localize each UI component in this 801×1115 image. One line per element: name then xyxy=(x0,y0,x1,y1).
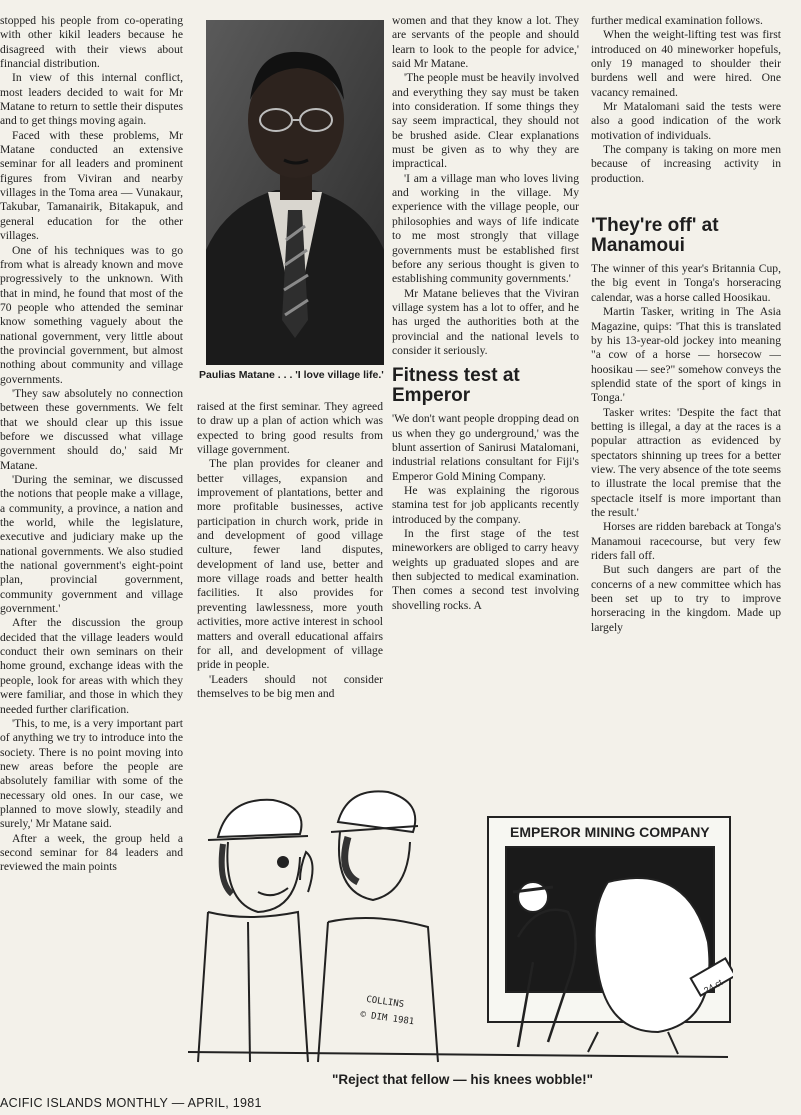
page-footer: ACIFIC ISLANDS MONTHLY — APRIL, 1981 xyxy=(0,1096,262,1110)
paragraph: In the first stage of the test mineworkers are obliged to carry heavy weights up graduated slopes and are then subjected to medical examination. Then comes a second test involving shovelling rocks. A xyxy=(392,527,579,612)
col3-bottom-text xyxy=(392,412,579,613)
paragraph: 'I am a village man who loves living and working in the village. My experience with the village people, our philosophies and ways of life indicate to me most strongly that village governments must be established first before any serious thought is given to establishing community governments.' xyxy=(392,171,579,286)
paragraph: Tasker writes: 'Despite the fact that betting is illegal, a day at the races is a popular attraction as evidenced by spectators shinning up trees for a better view. The very absence of the tote seems to illustrate the local premise that the spectacle itself is more important than the result.' xyxy=(591,405,781,519)
paragraph: Faced with these problems, Mr Matane conducted an extensive seminar for all leaders and prominent figures from Viviran and nearby villages in the Toma area — Vunakaur, Takubar, Tamanairik, Bitakapuk, and general education for the other villages. xyxy=(0,128,183,243)
col4-bottom-text xyxy=(591,262,781,635)
paragraph: 'We don't want people dropping dead on us when they go underground,' was the blunt assertion of Sanirusi Matalomani, industrial relations consultant for Fiji's Emperor Gold Mining Company. xyxy=(392,412,579,483)
paragraph: One of his techniques was to go from what is already known and move progressively to the unknown. With that in mind, he found that most of the 70 people who attended the seminar know something vaguely about the national government, very little about the provincial government, but almost nothing about community and village governments. xyxy=(0,243,183,386)
manamoui-heading: 'They're off' at Manamoui xyxy=(591,215,719,257)
paragraph: The company is taking on more men because of increasing activity in production. xyxy=(591,143,781,185)
article-column-4 xyxy=(591,14,781,759)
paragraph: Martin Tasker, writing in The Asia Magazine, quips: 'That this is translated by his 13-year-old jockey into meaning "a cow of a horse — horsecow — hoosikau — see?" somehow conveys the splendid state of the sport of kings in Tonga.' xyxy=(591,305,781,405)
paragraph: Mr Matane believes that the Viviran village system has a lot to offer, and he has urged the authorities both at the provincial and the national levels to consider it seriously. xyxy=(392,286,579,357)
paragraph: Mr Matalomani said the tests were also a good indication of the work motivation of individuals. xyxy=(591,100,781,142)
paragraph: 'This, to me, is a very important part of anything we try to introduce into the society. There is no point moving into new areas before the people are absolutely familiar with some of the necessary old ones. In our case, we planned to move slowly, steadily and surely,' Mr Matane said. xyxy=(0,716,183,831)
paragraph: raised at the first seminar. They agreed to draw up a plan of action which was expected to bring good results from village government. xyxy=(197,400,383,457)
paragraph: women and that they know a lot. They are servants of the people and should learn to look to the people for advice,' said Mr Matane. xyxy=(392,14,579,71)
cartoon-caption: "Reject that fellow — his knees wobble!" xyxy=(331,1072,594,1087)
paragraph: After a week, the group held a second seminar for 84 leaders and reviewed the main points xyxy=(0,831,183,874)
paragraph: When the weight-lifting test was first introduced on 40 mineworker hopefuls, only 19 managed to shoulder their burdens well and were hired. One vacancy remained. xyxy=(591,28,781,99)
paragraph: He was explaining the rigorous stamina test for job applicants recently introduced by the company. xyxy=(392,483,579,526)
paragraph: After the discussion the group decided that the village leaders would conduct their own seminars on their home ground, exchange ideas with the people, look for areas with which they were familiar, and those in which they needed further clarification. xyxy=(0,616,183,716)
paragraph: But such dangers are part of the concerns of a new committee which has been set up to try to improve horseracing in the kingdom. Made up largely xyxy=(591,563,781,634)
paragraph: In view of this internal conflict, most leaders decided to wait for Mr Matane to return to settle their disputes and to get things moving again. xyxy=(0,71,183,128)
portrait-photo xyxy=(206,20,384,365)
paragraph: 'The people must be heavily involved and everything they say must be taken into consideration. If some things they say seem impractical, they should not be brushed aside. Clear explanations must be given as to why they are impractical. xyxy=(392,71,579,171)
paragraph: 'They saw absolutely no connection between these governments. We felt that we should clear up this issue before we discussed what village government should do,' said Mr Matane. xyxy=(0,386,183,472)
portrait-illustration xyxy=(206,20,384,365)
paragraph: The plan provides for cleaner and better villages, expansion and improvement of plantations, better and more profitable businesses, active participation in church work, pride in and development of good village culture, fewer land disputes, development of land use, better and more village roads and better health facilities. It also provides for preventing lawlessness, more youth activities, more active interest in school matters and overall educational affairs for all, and development of village pride in people. xyxy=(197,457,383,672)
paragraph: further medical examination follows. xyxy=(591,14,763,27)
photo-caption: Paulias Matane . . . 'I love village life.' xyxy=(199,369,384,381)
article-column-3 xyxy=(392,14,579,759)
col4-top-text xyxy=(591,14,781,186)
paragraph: The winner of this year's Britannia Cup, the big event in Tonga's horseracing calendar, was a horse called Hoosikau. xyxy=(591,262,781,304)
fitness-test-heading: Fitness test at Emperor xyxy=(392,365,520,407)
cartoon-sign-text: EMPEROR MINING COMPANY xyxy=(510,824,710,840)
cartoon-signature-1: COLLINS xyxy=(365,994,405,1010)
cartoon-drawing xyxy=(188,762,733,1067)
article-column-2 xyxy=(197,400,383,755)
article-column-1 xyxy=(0,14,183,1074)
paragraph: stopped his people from co-operating with other kikil leaders because he disagreed with their views about financial distribution. xyxy=(0,14,183,71)
paragraph: 'Leaders should not consider themselves to be big men and xyxy=(197,672,383,700)
paragraph: Horses are ridden bareback at Tonga's Manamoui racecourse, but very few riders fall off. xyxy=(591,520,781,562)
paragraph: 'During the seminar, we discussed the notions that people make a village, a community, a province, a nation and the world, while the legislature, executive and judiciary make up the national governments. We also studied the national government's eight-point plan, provincial government, community government and village government.' xyxy=(0,473,183,616)
cartoon-signature-2: © DIM 1981 xyxy=(359,1009,415,1028)
cartoon-tag-text: 24 ct xyxy=(702,977,725,996)
cartoon-illustration xyxy=(188,762,733,1067)
col3-top-text xyxy=(392,14,579,358)
